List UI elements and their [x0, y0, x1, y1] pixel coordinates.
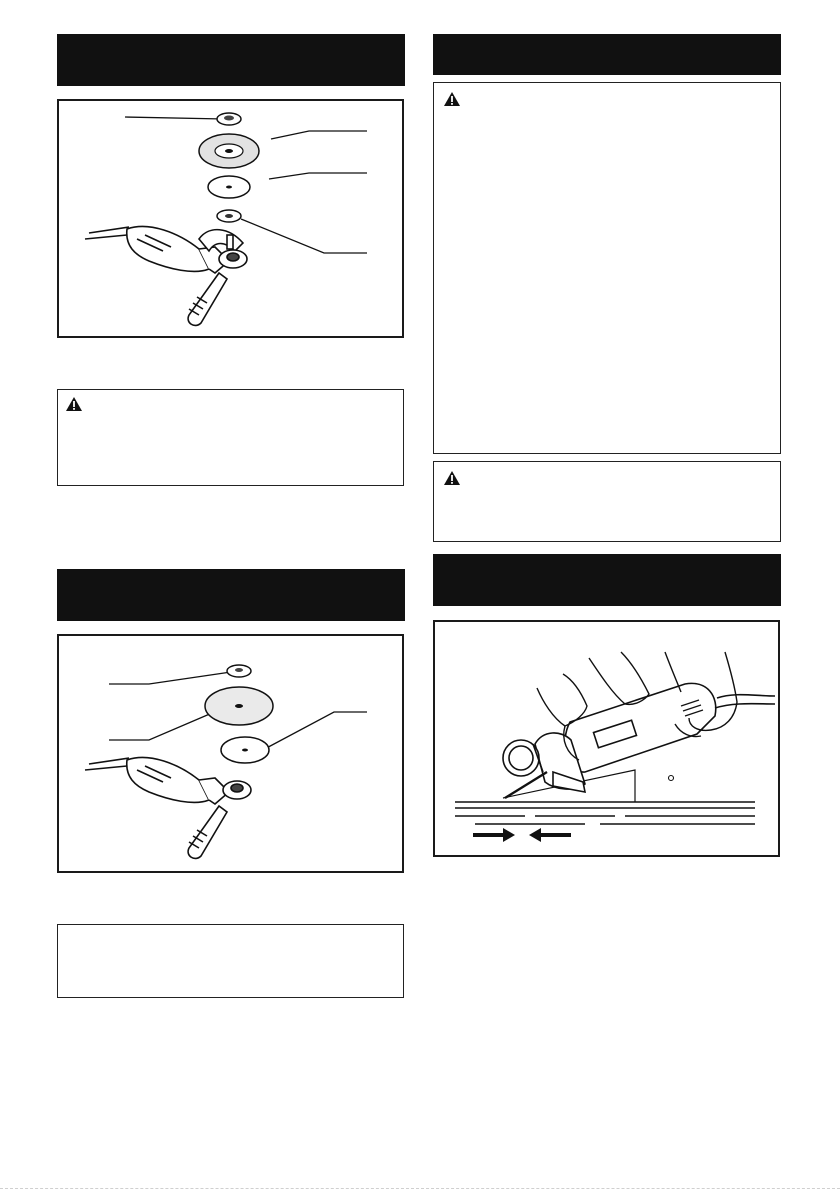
warning-box-2: [433, 82, 781, 454]
degree-symbol: [669, 776, 674, 781]
warning-box-1: [57, 389, 404, 486]
leader-line-2: [109, 710, 219, 740]
backing-pad-part: [208, 176, 250, 198]
wheel-part: [199, 134, 259, 168]
leader-line-1: [109, 672, 231, 684]
lock-nut-part: [227, 665, 251, 677]
leader-line-4: [241, 219, 367, 253]
figure-abrasive-disc-assembly: [57, 634, 404, 873]
section-header-bar-2: [57, 569, 405, 621]
section-header-bar-4: [433, 554, 781, 606]
note-box: [57, 924, 404, 998]
section-header-bar-3: [433, 34, 781, 75]
abrasive-disc-assembly-illustration: [59, 636, 402, 871]
rubber-pad-part: [221, 737, 269, 763]
leader-line-2: [271, 131, 367, 139]
inner-flange-part: [217, 210, 241, 222]
abrasive-disc-part: [205, 687, 273, 725]
angle-grinder-illustration: [85, 757, 251, 858]
warning-box-3: [433, 461, 781, 542]
figure-wheel-assembly: [57, 99, 404, 338]
leader-line-1: [125, 117, 224, 119]
workpiece-surface: [455, 802, 755, 824]
figure-grinding-operation: [433, 620, 780, 857]
lock-nut-part: [217, 113, 241, 125]
section-header-bar-1: [57, 34, 405, 86]
grinding-operation-illustration: [435, 622, 778, 855]
warning-triangle-icon: [443, 470, 461, 486]
warning-triangle-icon: [65, 396, 83, 412]
wheel-assembly-illustration: [59, 101, 402, 336]
angle-grinder-illustration: [85, 226, 247, 325]
arrow-icon: [473, 828, 515, 842]
leader-line-3: [269, 173, 367, 179]
leader-line-3: [259, 712, 367, 752]
arrow-icon: [529, 828, 571, 842]
page-bottom-rule: [0, 1188, 840, 1189]
warning-triangle-icon: [443, 91, 461, 107]
